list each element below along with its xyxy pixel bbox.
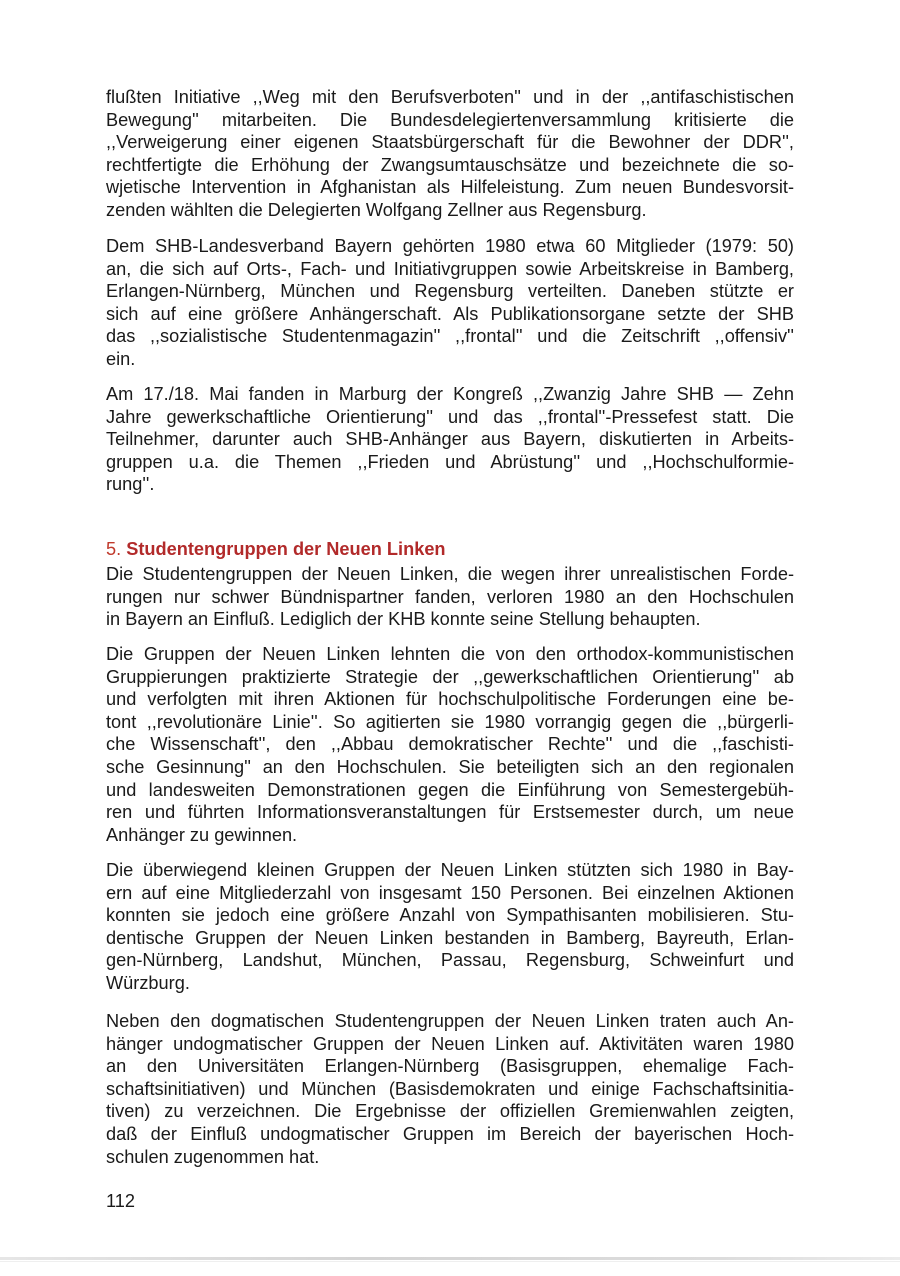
text-line: ein. [106, 348, 136, 369]
text-line: an den Universitäten Erlangen-Nürnberg (Basisgruppen, ehemalige Fach- [106, 1056, 794, 1077]
text-line: ern auf eine Mitgliederzahl von insgesamt 150 Personen. Bei einzelnen Aktionen [106, 882, 794, 903]
scan-edge-line [0, 1257, 900, 1260]
text-line: tiven) zu verzeichnen. Die Ergebnisse der offiziellen Gremienwahlen zeigten, [106, 1101, 794, 1122]
section-paragraph-1 [106, 563, 794, 631]
text-line: Anhänger zu gewinnen. [106, 824, 298, 845]
text-line: schulen zugenommen hat. [106, 1146, 320, 1167]
text-line: hänger undogmatischer Gruppen der Neuen Linken auf. Aktivitäten waren 1980 [106, 1033, 794, 1054]
text-line: rungen nur schwer Bündnispartner fanden, verloren 1980 an den Hochschulen [106, 586, 794, 607]
text-line: an, die sich auf Orts-, Fach- und Initiativgruppen sowie Arbeitskreise in Bamberg, [106, 258, 794, 279]
text-line: gruppen u.a. die Themen ,,Frieden und Abrüstung'' und ,,Hochschulformie- [106, 451, 794, 472]
text-line: Am 17./18. Mai fanden in Marburg der Kongreß ,,Zwanzig Jahre SHB — Zehn [106, 384, 794, 404]
text-line: rechtfertigte die Erhöhung der Zwangsumtauschsätze und bezeichnete die so- [106, 154, 794, 175]
text-line: und landesweiten Demonstrationen gegen die Einführung von Semestergebüh- [106, 779, 794, 800]
text-line: Dem SHB-Landesverband Bayern gehörten 1980 etwa 60 Mitglieder (1979: 50) [106, 236, 794, 256]
text-line: Die Studentengruppen der Neuen Linken, die wegen ihrer unrealistischen Forde- [106, 564, 794, 584]
text-line: daß der Einfluß undogmatischer Gruppen im Bereich der bayerischen Hoch- [106, 1123, 794, 1144]
text-line: gen-Nürnberg, Landshut, München, Passau, Regensburg, Schweinfurt und [106, 950, 794, 971]
text-line: Teilnehmer, darunter auch SHB-Anhänger aus Bayern, diskutierten in Arbeits- [106, 429, 794, 450]
paragraph-3 [106, 383, 794, 496]
text-line: che Wissenschaft'', den ,,Abbau demokratischer Rechte'' und die ,,faschisti- [106, 734, 794, 755]
text-line: Erlangen-Nürnberg, München und Regensburg verteilten. Daneben stützte er [106, 281, 794, 302]
text-line: Würzburg. [106, 972, 190, 993]
text-line: zenden wählten die Delegierten Wolfgang Zellner aus Regensburg. [106, 199, 647, 220]
section-title: Studentengruppen der Neuen Linken [126, 539, 446, 559]
scan-edge-line [0, 1261, 900, 1262]
section-paragraph-2 [106, 643, 794, 846]
text-line: und verfolgten mit ihren Aktionen für hochschulpolitische Forderungen eine be- [106, 689, 794, 710]
text-line: ,,Verweigerung einer eigenen Staatsbürgerschaft für die Bewohner der DDR'', [106, 132, 794, 153]
text-line: in Bayern an Einfluß. Lediglich der KHB konnte seine Stellung behaupten. [106, 609, 701, 630]
section-paragraph-4 [106, 1010, 794, 1168]
section-paragraph-3 [106, 859, 794, 995]
text-line: rung''. [106, 474, 155, 495]
text-line: sich auf eine größere Anhängerschaft. Als Publikationsorgane setzte der SHB [106, 303, 794, 324]
text-line: Gruppierungen praktizierte Strategie der ,,gewerkschaftlichen Orientierung'' ab [106, 666, 794, 687]
text-line: wjetische Intervention in Afghanistan als Hilfeleistung. Zum neuen Bundesvorsit- [106, 177, 794, 198]
text-line: konnten sie jedoch eine größere Anzahl von Sympathisanten mobilisieren. Stu- [106, 905, 794, 926]
text-line: dentische Gruppen der Neuen Linken bestanden in Bamberg, Bayreuth, Erlan- [106, 927, 794, 948]
text-line: das ,,sozialistische Studentenmagazin'' ,,frontal'' und die Zeitschrift ,,offensiv'' [106, 326, 794, 347]
text-line: tont ,,revolutionäre Linie''. So agitierten sie 1980 vorrangig gegen die ,,bürgerli- [106, 711, 794, 732]
text-line: sche Gesinnung'' an den Hochschulen. Sie beteiligten sich an den regionalen [106, 756, 794, 777]
text-line: ren und führten Informationsveranstaltungen für Erstsemester durch, um neue [106, 802, 794, 823]
text-line: Neben den dogmatischen Studentengruppen der Neuen Linken traten auch An- [106, 1011, 794, 1031]
text-line: Die überwiegend kleinen Gruppen der Neuen Linken stützten sich 1980 in Bay- [106, 860, 794, 880]
text-line: flußten Initiative ,,Weg mit den Berufsverboten'' und in der ,,antifaschistischen [106, 87, 794, 107]
text-line: Bewegung'' mitarbeiten. Die Bundesdelegiertenversammlung kritisierte die [106, 109, 794, 130]
text-line: Die Gruppen der Neuen Linken lehnten die von den orthodox-kommunistischen [106, 644, 794, 664]
text-line: Jahre gewerkschaftliche Orientierung'' und das ,,frontal''-Pressefest statt. Die [106, 406, 794, 427]
page-number: 112 [106, 1191, 135, 1211]
section-number: 5. [106, 539, 122, 559]
paragraph-1 [106, 86, 794, 222]
text-line: schaftsinitiativen) und München (Basisdemokraten und einige Fachschaftsinitia- [106, 1078, 794, 1099]
section-heading [106, 538, 446, 560]
paragraph-2 [106, 235, 794, 371]
